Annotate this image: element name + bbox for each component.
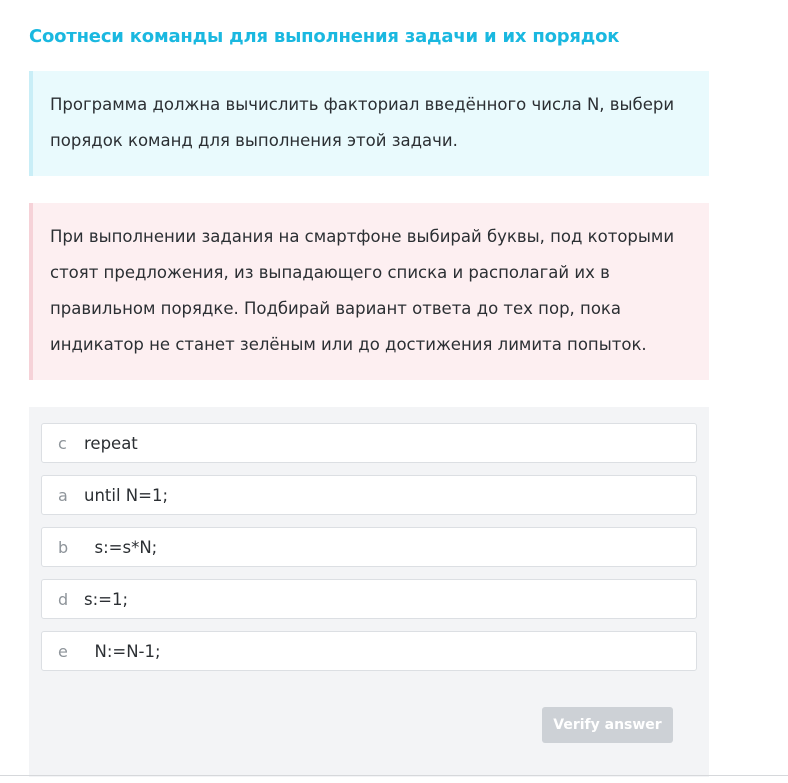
ordering-area xyxy=(29,407,709,777)
hint-line: стоят предложения, из выпадающего списка и располагай их в xyxy=(50,263,610,282)
sortable-item-a[interactable] xyxy=(41,475,697,515)
item-letter: b xyxy=(58,537,69,557)
hint-line: При выполнении задания на смартфоне выбирай буквы, под которыми xyxy=(50,227,675,246)
sortable-item-b[interactable] xyxy=(41,527,697,567)
task-description xyxy=(29,71,709,176)
item-letter: e xyxy=(58,641,68,661)
divider xyxy=(0,775,788,776)
item-command: until N=1; xyxy=(84,485,169,505)
sortable-item-e[interactable] xyxy=(41,631,697,671)
mobile-hint xyxy=(29,203,709,380)
item-command: repeat xyxy=(84,433,138,453)
sortable-item-d[interactable] xyxy=(41,579,697,619)
task-title: Соотнеси команды для выполнения задачи и их порядок xyxy=(29,26,620,47)
item-command: s:=s*N; xyxy=(84,537,158,557)
sortable-item-c[interactable] xyxy=(41,423,697,463)
description-line: порядок команд для выполнения этой задачи. xyxy=(50,131,458,150)
description-line: Программа должна вычислить факториал введённого числа N, выбери xyxy=(50,95,675,114)
item-letter: a xyxy=(58,485,68,505)
item-command: N:=N-1; xyxy=(84,641,161,661)
verify-answer-button[interactable]: Verify answer xyxy=(542,707,673,743)
item-command: s:=1; xyxy=(84,589,129,609)
item-letter: c xyxy=(58,433,67,453)
item-letter: d xyxy=(58,589,69,609)
hint-line: правильном порядке. Подбирай вариант ответа до тех пор, пока xyxy=(50,299,621,318)
hint-line: индикатор не станет зелёным или до достижения лимита попыток. xyxy=(50,335,647,354)
